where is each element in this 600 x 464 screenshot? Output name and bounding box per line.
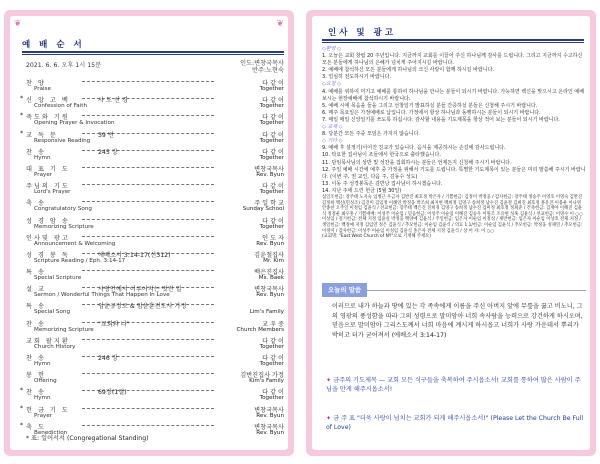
bullet-icon: ✦: [326, 415, 334, 422]
order-row: [20, 112, 286, 129]
order-item-english: Memorizing Scripture: [34, 223, 94, 230]
order-item-detail: 임윤규장로 & 임윤훈전도사 가정: [98, 303, 187, 311]
order-item-leader-english: Together: [259, 120, 284, 127]
order-row: [20, 250, 286, 267]
order-row: [20, 233, 286, 250]
standing-mark: *: [20, 112, 24, 120]
order-item-leader-english: Together: [259, 86, 284, 92]
order-item-english: Opening Prayer & Invocation: [34, 120, 115, 127]
order-item-english: Church History: [34, 343, 76, 350]
order-item-english: Congratulatory Song: [34, 206, 92, 213]
order-row: [20, 267, 286, 284]
news-item: 12. 주일 예배 시간에 예후 중 가정을 위해서 기도를 드립니다. 특별한 기도제목이 있는 분들은 미리 말씀해 주시기 바랍니다. (이번 주, 권 교인, 다음 주, 김동수 성도): [322, 166, 586, 180]
order-item-leader-english: Mr. Kim: [263, 257, 284, 264]
order-item-english: Hymn: [34, 395, 51, 402]
order-item-leader-english: Kim's Family: [249, 378, 284, 385]
section-fellowship: ◇ 교제 ◇: [322, 124, 343, 131]
order-row: [20, 387, 286, 404]
section-other: ◇ 기타 ◇: [322, 138, 343, 145]
order-item-label: 특 송: [26, 269, 46, 277]
news-item: 8. 당분간 모든 주중 모임은 가지지 않습니다.: [322, 131, 421, 138]
order-item-leader-english: Church Members: [236, 326, 284, 333]
order-item-english: Offering: [34, 378, 57, 385]
order-item-label: 신 앙 고 백: [26, 97, 70, 105]
accompanist-line: 반주:노현숙: [252, 67, 284, 74]
order-item-english: Praise: [34, 86, 51, 92]
announcements-panel: [306, 10, 596, 456]
standing-mark: *: [20, 387, 24, 395]
order-item-label: 축 송: [26, 200, 46, 208]
order-item-leader-english: Rev. Byun: [256, 240, 284, 247]
news-item: 4. 예배를 위하여 미기고 예배를 통하여 하나님을 만나는 분들이 되시기 바랍니다. 가능하면 백신을 맞으시고 온라인 예배 보시는 현장예배에 참석하시기 바랍니다.: [322, 88, 585, 102]
order-item-leader: 김윤철집사: [254, 251, 284, 259]
order-row: [20, 301, 286, 318]
order-item-leader: 다 같 이: [262, 114, 284, 122]
flourish-icon: ❦: [276, 19, 284, 29]
order-row: [20, 319, 286, 336]
dash-leader: [82, 373, 214, 374]
dash-leader: [82, 81, 214, 82]
order-item-leader: 다 같 이: [262, 337, 284, 345]
weekly-motto-text: 금 주 표 "더욱 사랑이 넘치는 교회가 되게 해주시옵소서!" (Please Let the Church Be Full of Love): [326, 415, 584, 432]
order-item-leader: 교 우 중: [262, 320, 284, 328]
flourish-icon: ❦: [14, 19, 22, 29]
order-item-detail: 39 번: [98, 131, 114, 139]
announcements-heading: 인사 및 광고: [328, 28, 396, 38]
weekly-prayer: [326, 376, 586, 395]
order-item-leader: 주 일 학 교: [254, 200, 284, 208]
standing-note: * 표: 일어서서 (Congregational Standing): [26, 435, 149, 442]
section-welcome: ◇환영 ◇: [322, 46, 341, 52]
order-item-label: 찬 양: [26, 80, 46, 87]
dash-leader: [82, 115, 214, 116]
news-list: [322, 46, 586, 240]
order-item-leader-english: Together: [259, 154, 284, 161]
order-item-english: Prayer: [34, 412, 53, 419]
service-leaders: [240, 60, 284, 74]
order-item-label: 대 표 기 도: [26, 165, 70, 173]
news-item: 7. 매일 매일 신앙일기를 쓰도록 하십시다. 감사할 내용을 기도제목을 항상 적어 보는 분들이 되시기 바랍니다.: [322, 116, 560, 123]
section-request: ◇요청 ◇: [322, 81, 341, 88]
news-item: 3. 얼심히 전도하시기 바랍니다.: [322, 74, 392, 81]
order-row: [20, 353, 286, 370]
order-item-leader: 변창국목사: [254, 165, 284, 173]
order-item-english: Prayer: [34, 171, 53, 178]
order-row: [20, 95, 286, 112]
todays-word-label: 오늘의 말씀: [322, 283, 367, 297]
order-item-label: 찬 송: [26, 320, 46, 328]
order-item-detail: "교회와 나": [98, 320, 130, 328]
order-item-leader: 다 같 이: [262, 355, 284, 362]
news-item: 11. 담임목사님의 상반 및 성찬을 집회하시는 분들은 언제든지 신청해 주시기 바랍니다.: [322, 159, 512, 166]
order-item-english: Hymn: [34, 154, 51, 161]
order-item-label: 찬 송: [26, 148, 46, 156]
order-item-english: Special Song: [34, 309, 71, 316]
order-item-label: 성 경 봉 독: [26, 251, 70, 259]
order-item-english: Benediction: [34, 429, 68, 436]
order-item-leader-english: Sunday School: [242, 206, 284, 213]
order-item-detail: 69장(1절): [98, 389, 127, 397]
order-row: [20, 370, 286, 387]
order-item-leader: 인 도 자: [262, 234, 284, 242]
weekly-prayer-text: 금주의 기도제목 — 교회 모든 식구들을 축복하여 주시옵소서! 교회를 통하여 많은 사람이 주님을 만게 해주시옵소서!: [326, 377, 581, 394]
announcements-page: [312, 16, 590, 450]
dash-leader: [82, 339, 214, 340]
leader-line: 인도:변창국목사: [240, 60, 284, 67]
order-item-english: Hymn: [34, 361, 51, 367]
order-item-leader: 다 같 이: [262, 183, 284, 191]
dash-leader: [82, 236, 214, 237]
dash-leader: [82, 201, 214, 202]
order-item-leader: 다 같 이: [262, 389, 284, 397]
order-item-english: Lord's Prayer: [34, 189, 71, 196]
news-item: 1. 오늘은 교회 창립 20 주년입니다. 지금까지 교회를 이끌어 주신 하나님께 감사를 드립니다. 그리고 지금까지 수고하신 모든 분들에게 하나님의 은혜가 넘치게 주어지시길 바랍니다.: [322, 53, 583, 67]
order-item-leader-english: Together: [259, 189, 284, 196]
order-item-leader-english: Rev. Byun: [256, 171, 284, 178]
order-item-leader-english: Rev. Byun: [256, 292, 284, 299]
order-heading: 예 배 순 서: [22, 40, 85, 50]
heading-rule: [322, 39, 584, 41]
order-item-leader: 변창국목사: [254, 286, 284, 294]
order-item-leader-english: Rev. Byun: [256, 429, 284, 436]
order-list: [20, 78, 286, 439]
order-item-label: 헌 금 기 도: [26, 406, 70, 414]
order-item-leader: 김번진집사 가정: [240, 372, 284, 380]
order-item-leader: 변창국목사: [254, 406, 284, 414]
dash-leader: [82, 425, 214, 426]
bullet-icon: ✦: [326, 377, 334, 384]
news-item: 5. 예배 시에 목음을 들을 그리고 선창일기 발표하실 분들 간증하실 분들은 신청해 주시기 바랍니다.: [322, 102, 538, 109]
order-item-leader: 다 같 이: [262, 131, 284, 139]
order-of-worship-page: [10, 16, 288, 450]
order-item-leader: 변창국목사: [254, 423, 284, 431]
heading-rule-thin: [322, 42, 584, 43]
order-item-detail: 245 장: [98, 148, 118, 156]
service-date: 2021. 6. 6. 오후 1시 15분: [26, 62, 102, 69]
todays-word-text: 이러므로 내가 하늘과 땅에 있는 각 족속에게 이름을 주신 아버지 앞에 무릎을 꿇고 비노니, 그의 영광의 풍성함을 따라 그의 성령으로 말미암아 너희 속사람을 능력으로 강건하게 하시오며, 믿음으로 말미암아 그리스도께서 너희 마음에 계시게 하시옵고 너희가 사랑 가운데서 뿌리가 박히고 터가 굳어져서 (에베소서 3:14-17): [332, 303, 583, 339]
order-of-worship-panel: [4, 10, 294, 456]
order-item-label: 죽도와 기원: [26, 114, 70, 122]
order-row: [20, 284, 286, 301]
order-row: [20, 164, 286, 181]
order-item-label: 찬 송: [26, 355, 46, 362]
dash-leader: [82, 408, 214, 409]
news-item: 6. 매주 목요일은 가정예배로 납입니다. 가정에서 항상 하나님과 동행하시는 분들이 되시기 바랍니다.: [322, 109, 541, 116]
order-item-leader-english: Together: [259, 223, 284, 230]
order-row: [20, 147, 286, 164]
news-item: 10. 탁요한 집사님이 조들에서 한국으로 출타했습니다.: [322, 152, 441, 159]
weekly-motto: [326, 414, 586, 433]
order-item-leader: 다 같 이: [262, 80, 284, 87]
standing-mark: *: [20, 129, 24, 137]
order-item-label: 봉 헌: [26, 372, 46, 380]
order-item-english: Confession of Faith: [34, 103, 88, 110]
order-row: [20, 130, 286, 147]
order-item-leader-english: Together: [259, 361, 284, 367]
order-item-english: Memorizing Scripture: [34, 326, 94, 333]
news-item: 13. 이동 주 성경봉독은 김반낭 집사님이 하시겠습니다.: [322, 180, 443, 187]
dash-leader: [82, 184, 214, 185]
order-row: [20, 181, 286, 198]
order-item-label: 축 도: [26, 423, 46, 431]
order-item-detail: 사랑안에서 이루어지는 멋진 일: [98, 286, 182, 294]
dash-leader: [82, 270, 214, 271]
heading-rule-thin: [22, 54, 284, 55]
order-item-leader-english: Together: [259, 103, 284, 110]
standing-mark: *: [20, 404, 24, 412]
order-row: [20, 405, 286, 422]
order-item-detail: 246 장: [98, 355, 118, 362]
order-row: [20, 336, 286, 353]
order-item-leader-english: Ms. Baek: [258, 275, 284, 282]
order-row: [20, 198, 286, 215]
news-item: 9. 예배 후 설정기(이어진 친교가 있습니다. 음식을 제공하시는 손길에 감사드립니다.: [322, 145, 506, 152]
order-item-leader-english: Together: [259, 395, 284, 402]
news-item: 14. 지난 주에 드린 헌금 (5월 30일): [322, 187, 402, 194]
order-item-label: 교회 팔지환: [26, 337, 70, 345]
offering-list: 십일조헌금: 장주태 노지숙 임병근 우금자 김반진 최호정 박은자 / 기쁨헌금: 김정미 박정웅 / 감사헌금: 장주태 정승주 이영호 이영숙 김반진 김정희 백신(민성조) 김진미 김임정 이해연 박정웅 박조희 최지현 백희정 김영구 송희정 남수진 김윤철 김희진 최호정 홍유진 이용운 이나영 안종찬 오주일 이정임 김윤식 / 선교헌금: 장주태 백은진 진희경 김영구 송희정 남수진 김미정 최호정 정희준 / 건축헌금: 김재아 이해진 김윤식 정정운 최우홍 / 기쁨에배: 이성주 이순임 / 믿음헌금: 이성주 이순임 이해진 김승우 이원조 조유현 성혹 김윤식 / 선교헌금: 이영수 이 ○○ 이성임 / 절기헌금: 전체 지정 임윤실 박정웅 백양예 김윤식 / 주일헌금: 임은자 이순임 이정성 / 제반헌금: 임은자 이순임 이상호 전체 지정 / 생일헌금: 백정예 지정 김임연 정은 김윤식 / 추모헌금: 이순임 김윤식 / 의료 1 1/헌금: 이순임 김윤식 / 추모헌금: 박정웅 성채연 / 추모헌금: 이정미 / 감사헌금: 이성주 이순임 이성임 김윤식 홍은자 전체 지정 김윤식 / 상 어 자: 이 ○○: [322, 194, 583, 234]
order-item-leader: 다 같 이: [262, 217, 284, 225]
dash-leader: [82, 167, 214, 168]
order-item-leader: 다 같 이: [262, 97, 284, 105]
order-item-detail: 에베소서 3:14-17(신312): [98, 251, 171, 259]
order-item-label: 교 독 문: [26, 131, 58, 139]
dash-leader: [82, 219, 214, 220]
order-item-english: Sermon / Wonderful Things That Happen In Love: [34, 292, 170, 299]
order-item-label: 성 경 암 송: [26, 217, 70, 225]
news-item: 2. 예배에 참석하신 모든 분들에게 하나님의 크신 사랑이 함께 하시길 바랍니다.: [322, 67, 494, 74]
order-row: [20, 216, 286, 233]
standing-mark: *: [20, 95, 24, 103]
order-row: [20, 78, 286, 95]
heading-rule: [22, 51, 284, 53]
order-item-label: 찬 송: [26, 389, 46, 397]
order-item-leader-english: Rev. Byun: [256, 412, 284, 419]
order-item-english: Scripture Reading / Eph. 3:14-17: [34, 257, 126, 264]
church-name-note: (교회명: "East West Church of NY"으로 기재해 주세요): [322, 234, 431, 240]
order-item-leader: 백은진집사: [254, 269, 284, 277]
order-item-english: Announcement & Welcoming: [34, 240, 116, 247]
order-item-english: Responsive Reading: [34, 137, 91, 144]
order-item-leader-english: Together: [259, 137, 284, 144]
order-item-english: Special Scripture: [34, 275, 82, 282]
order-item-label: 주님의 기도: [26, 183, 70, 191]
order-item-label: 특 송: [26, 303, 46, 311]
standing-mark: *: [20, 421, 24, 429]
order-item-detail: 사 도 신 경: [98, 97, 128, 105]
order-item-leader-english: Lim's Family: [249, 309, 284, 316]
order-item-label: 설 교: [26, 286, 46, 294]
order-item-label: 인사및 광고: [26, 234, 70, 242]
order-item-leader: 다 같 이: [262, 148, 284, 156]
order-item-leader-english: Together: [259, 343, 284, 350]
